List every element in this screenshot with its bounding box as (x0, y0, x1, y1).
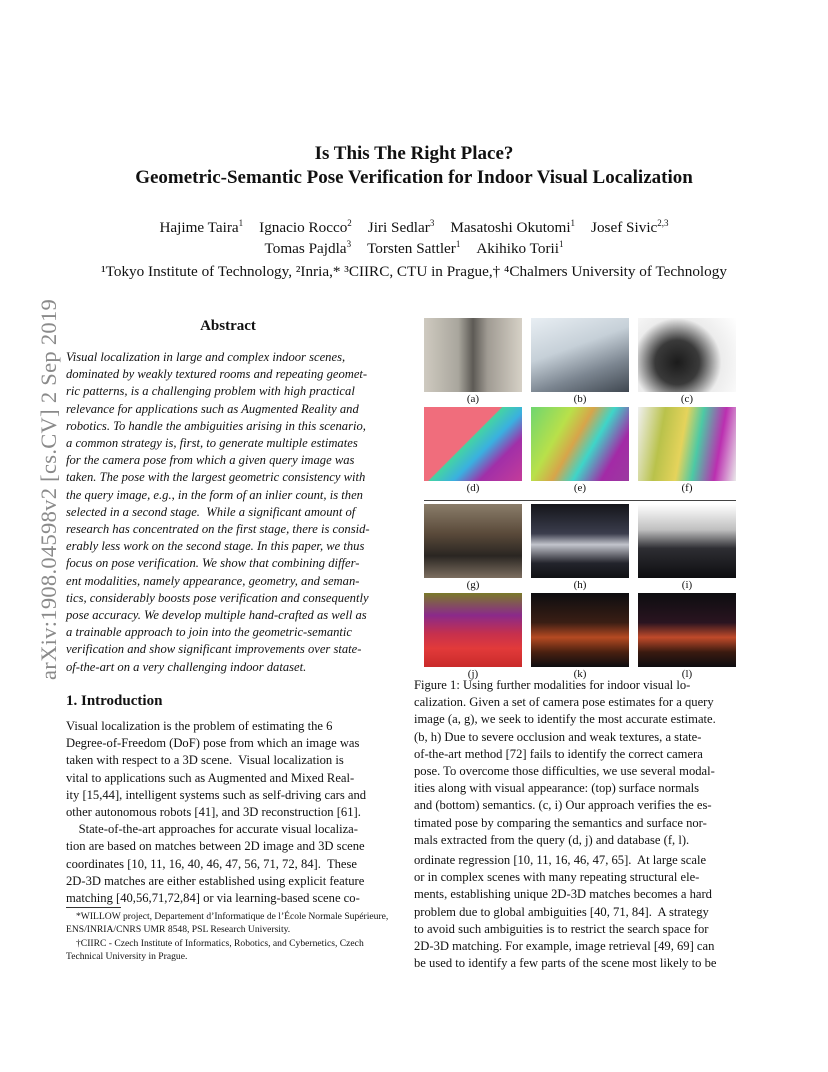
text-line: mals extracted from the query (d, j) and database (f, l). (414, 832, 690, 847)
figure-image-h (531, 504, 629, 578)
text-line: ent modalities, namely appearance, geometry, and seman- (66, 573, 360, 588)
author-name: Torsten Sattler$^1$ (367, 239, 461, 257)
figure-label: (f) (681, 482, 693, 494)
text-line: a common strategy is, first, to generate multiple estimates (66, 436, 358, 451)
text-line: (b, h) Due to severe occlusion and weak textures, a state- (414, 729, 702, 744)
figure-image-b (531, 318, 629, 392)
figure-label: (a) (466, 393, 480, 405)
text-line: Degree-of-Freedom (DoF) pose from which an image was (66, 736, 360, 751)
text-line: other autonomous robots [41], and 3D reconstruction [61]. (66, 805, 361, 820)
text-line: dominated by weakly textured rooms and repeating geomet- (66, 367, 368, 382)
text-line: to avoid such ambiguities is to restrict the search space for (414, 921, 709, 936)
author-affiliation-mark: 3 (429, 218, 435, 228)
text-line: of-the-art on a very challenging indoor dataset. (66, 659, 307, 674)
figure-label: (g) (466, 579, 480, 591)
text-line: erably less work on the second stage. In this paper, we thus (66, 539, 365, 554)
figure-image-i (638, 504, 736, 578)
text-line: ments, establishing unique 2D-3D matches becomes a hard (414, 887, 712, 902)
text-line: ric patterns, is a challenging problem with high practical (66, 384, 355, 399)
text-line: ities along with visual appearance: (top) surface normals (414, 781, 700, 796)
footnote-willow: *WILLOW project, Departement d’Informatique de l’École Normale Supérieure, ENS/INRIA/CNRS UMR 8548, PSL Research University. (66, 911, 389, 936)
text-line: pose accuracy. We develop multiple hand-crafted as well as (66, 608, 367, 623)
figure-label: (l) (681, 668, 693, 680)
author-affiliation-mark: 1 (558, 239, 564, 249)
text-line: research has concentrated on the first stage, there is consid- (66, 522, 370, 537)
text-line: taken with respect to a 3D scene. Visual localization is (66, 753, 344, 768)
figure-label: (k) (573, 668, 587, 680)
figure-row-1 (424, 318, 736, 407)
text-line: be used to identify a few parts of the scene most likely to be (414, 956, 717, 971)
figure-image-e (531, 407, 629, 481)
author-affiliation-mark: 3 (346, 239, 352, 249)
figure-image-l (638, 593, 736, 667)
text-line: vital to applications such as Augmented and Mixed Real- (66, 770, 355, 785)
figure-image-f (638, 407, 736, 481)
author-name: Tomas Pajdla$^3$ (264, 239, 352, 257)
figure-image-c (638, 318, 736, 392)
figure-label: (h) (573, 579, 587, 591)
text-line: for the camera pose from which a given query image was (66, 453, 355, 468)
text-line: State-of-the-art approaches for accurate visual localiza- (66, 822, 358, 837)
authors-row1 (0, 219, 828, 237)
text-line: verification and show significant improvements over state- (66, 642, 362, 657)
text-line: and (bottom) semantics. (c, i) Our approach verifies the es- (414, 798, 712, 813)
text-line: tics, considerably boosts pose verification and consequently (66, 590, 369, 605)
figure-label: (i) (681, 579, 693, 591)
figure-image-j (424, 593, 522, 667)
text-line: a trainable approach to join into the geometric-semantic (66, 625, 352, 640)
figure-divider (424, 500, 736, 501)
figure-image-k (531, 593, 629, 667)
text-line: problem due to global ambiguities [40, 71, 84]. A strategy (414, 904, 709, 919)
abstract-heading: Abstract (200, 318, 256, 334)
text-line: the query image, e.g., in the form of an inlier count, is then (66, 487, 363, 502)
paper-title-line1: Is This The Right Place? (314, 143, 514, 164)
figure-label: (b) (573, 393, 587, 405)
author-name: Masatoshi Okutomi$^1$ (450, 218, 576, 236)
text-line: Figure 1: Using further modalities for indoor visual lo- (414, 678, 691, 692)
text-line: or in complex scenes with many repeating structural ele- (414, 870, 700, 885)
author-name: Hajime Taira$^1$ (159, 218, 244, 236)
text-line: matching [40,56,71,72,84] or via learning-based scene co- (66, 891, 360, 906)
abstract-body (66, 349, 390, 676)
right-column-body (414, 852, 740, 972)
text-line: Visual localization in large and complex indoor scenes, (66, 350, 346, 364)
author-name: Jiri Sedlar$^3$ (367, 218, 435, 236)
text-line: ordinate regression [10, 11, 16, 46, 47, 65]. At large scale (414, 853, 707, 867)
text-line: of-the-art method [72] fails to identify the correct camera (414, 746, 703, 761)
text-line: coordinates [10, 11, 16, 40, 46, 47, 56, 71, 72, 84]. These (66, 856, 358, 871)
paper-title-line2: Geometric-Semantic Pose Verification for Indoor Visual Localization (135, 167, 693, 188)
text-line: Visual localization is the problem of estimating the 6 (66, 719, 333, 733)
author-name: Ignacio Rocco$^2$ (259, 218, 352, 236)
text-line: taken. The pose with the largest geometric consistency with (66, 470, 366, 485)
figure-image-d (424, 407, 522, 481)
affiliations: ¹Tokyo Institute of Technology, ²Inria,* ³CIIRC, CTU in Prague,† ⁴Chalmers University of Technology (101, 263, 727, 280)
text-line: image (a, g), we seek to identify the most accurate estimate. (414, 712, 716, 727)
author-affiliation-mark: 1 (238, 218, 244, 228)
intro-heading: 1. Introduction (66, 693, 163, 709)
author-affiliation-mark: 2 (347, 218, 352, 228)
text-line: 2D-3D matches are either established using explicit feature (66, 873, 365, 888)
intro-body (66, 718, 390, 907)
text-line: calization. Given a set of camera pose estimates for a query (414, 695, 714, 710)
author-name: Josef Sivic$^{2,3}$ (591, 218, 669, 236)
text-line: focus on pose verification. We show that combining differ- (66, 556, 360, 571)
figure-image-g (424, 504, 522, 578)
author-affiliation-mark: 2,3 (657, 218, 669, 228)
figure-row-2 (424, 407, 736, 496)
abstract-section (66, 318, 390, 676)
figure-label: (c) (680, 393, 694, 405)
figure-label: (d) (466, 482, 480, 494)
text-line: timated pose by comparing the semantics and surface nor- (414, 815, 707, 830)
footnote-ciirc: †CIIRC - Czech Institute of Informatics, Robotics, and Cybernetics, Czech Technical University in Prague. (66, 938, 364, 963)
text-line: robotics. To handle the ambiguities arising in this scenario, (66, 418, 366, 433)
text-line: ity [15,44], intelligent systems such as self-driving cars and (66, 787, 367, 802)
figure-caption (414, 677, 740, 849)
figure-label: (j) (467, 668, 479, 680)
figure-1 (424, 318, 744, 682)
figure-row-4 (424, 593, 736, 682)
authors-row2 (0, 240, 828, 258)
figure-row-3 (424, 504, 736, 593)
text-line: 2D-3D matching. For example, image retrieval [49, 69] can (414, 939, 715, 954)
text-line: relevance for applications such as Augmented Reality and (66, 401, 359, 416)
arxiv-side-stamp: arXiv:1908.04598v2 [cs.CV] 2 Sep 2019 (36, 298, 61, 680)
text-line: selected in a second stage. While a significant amount of (66, 504, 356, 519)
figure-label: (e) (573, 482, 587, 494)
author-affiliation-mark: 1 (455, 239, 461, 249)
author-name: Akihiko Torii$^1$ (476, 239, 564, 257)
figure-image-a (424, 318, 522, 392)
text-line: pose. To overcome those difficulties, we use several modal- (414, 764, 715, 779)
author-affiliation-mark: 1 (570, 218, 576, 228)
text-line: tion are based on matches between 2D image and 3D scene (66, 839, 365, 854)
footnote-rule (66, 907, 121, 908)
